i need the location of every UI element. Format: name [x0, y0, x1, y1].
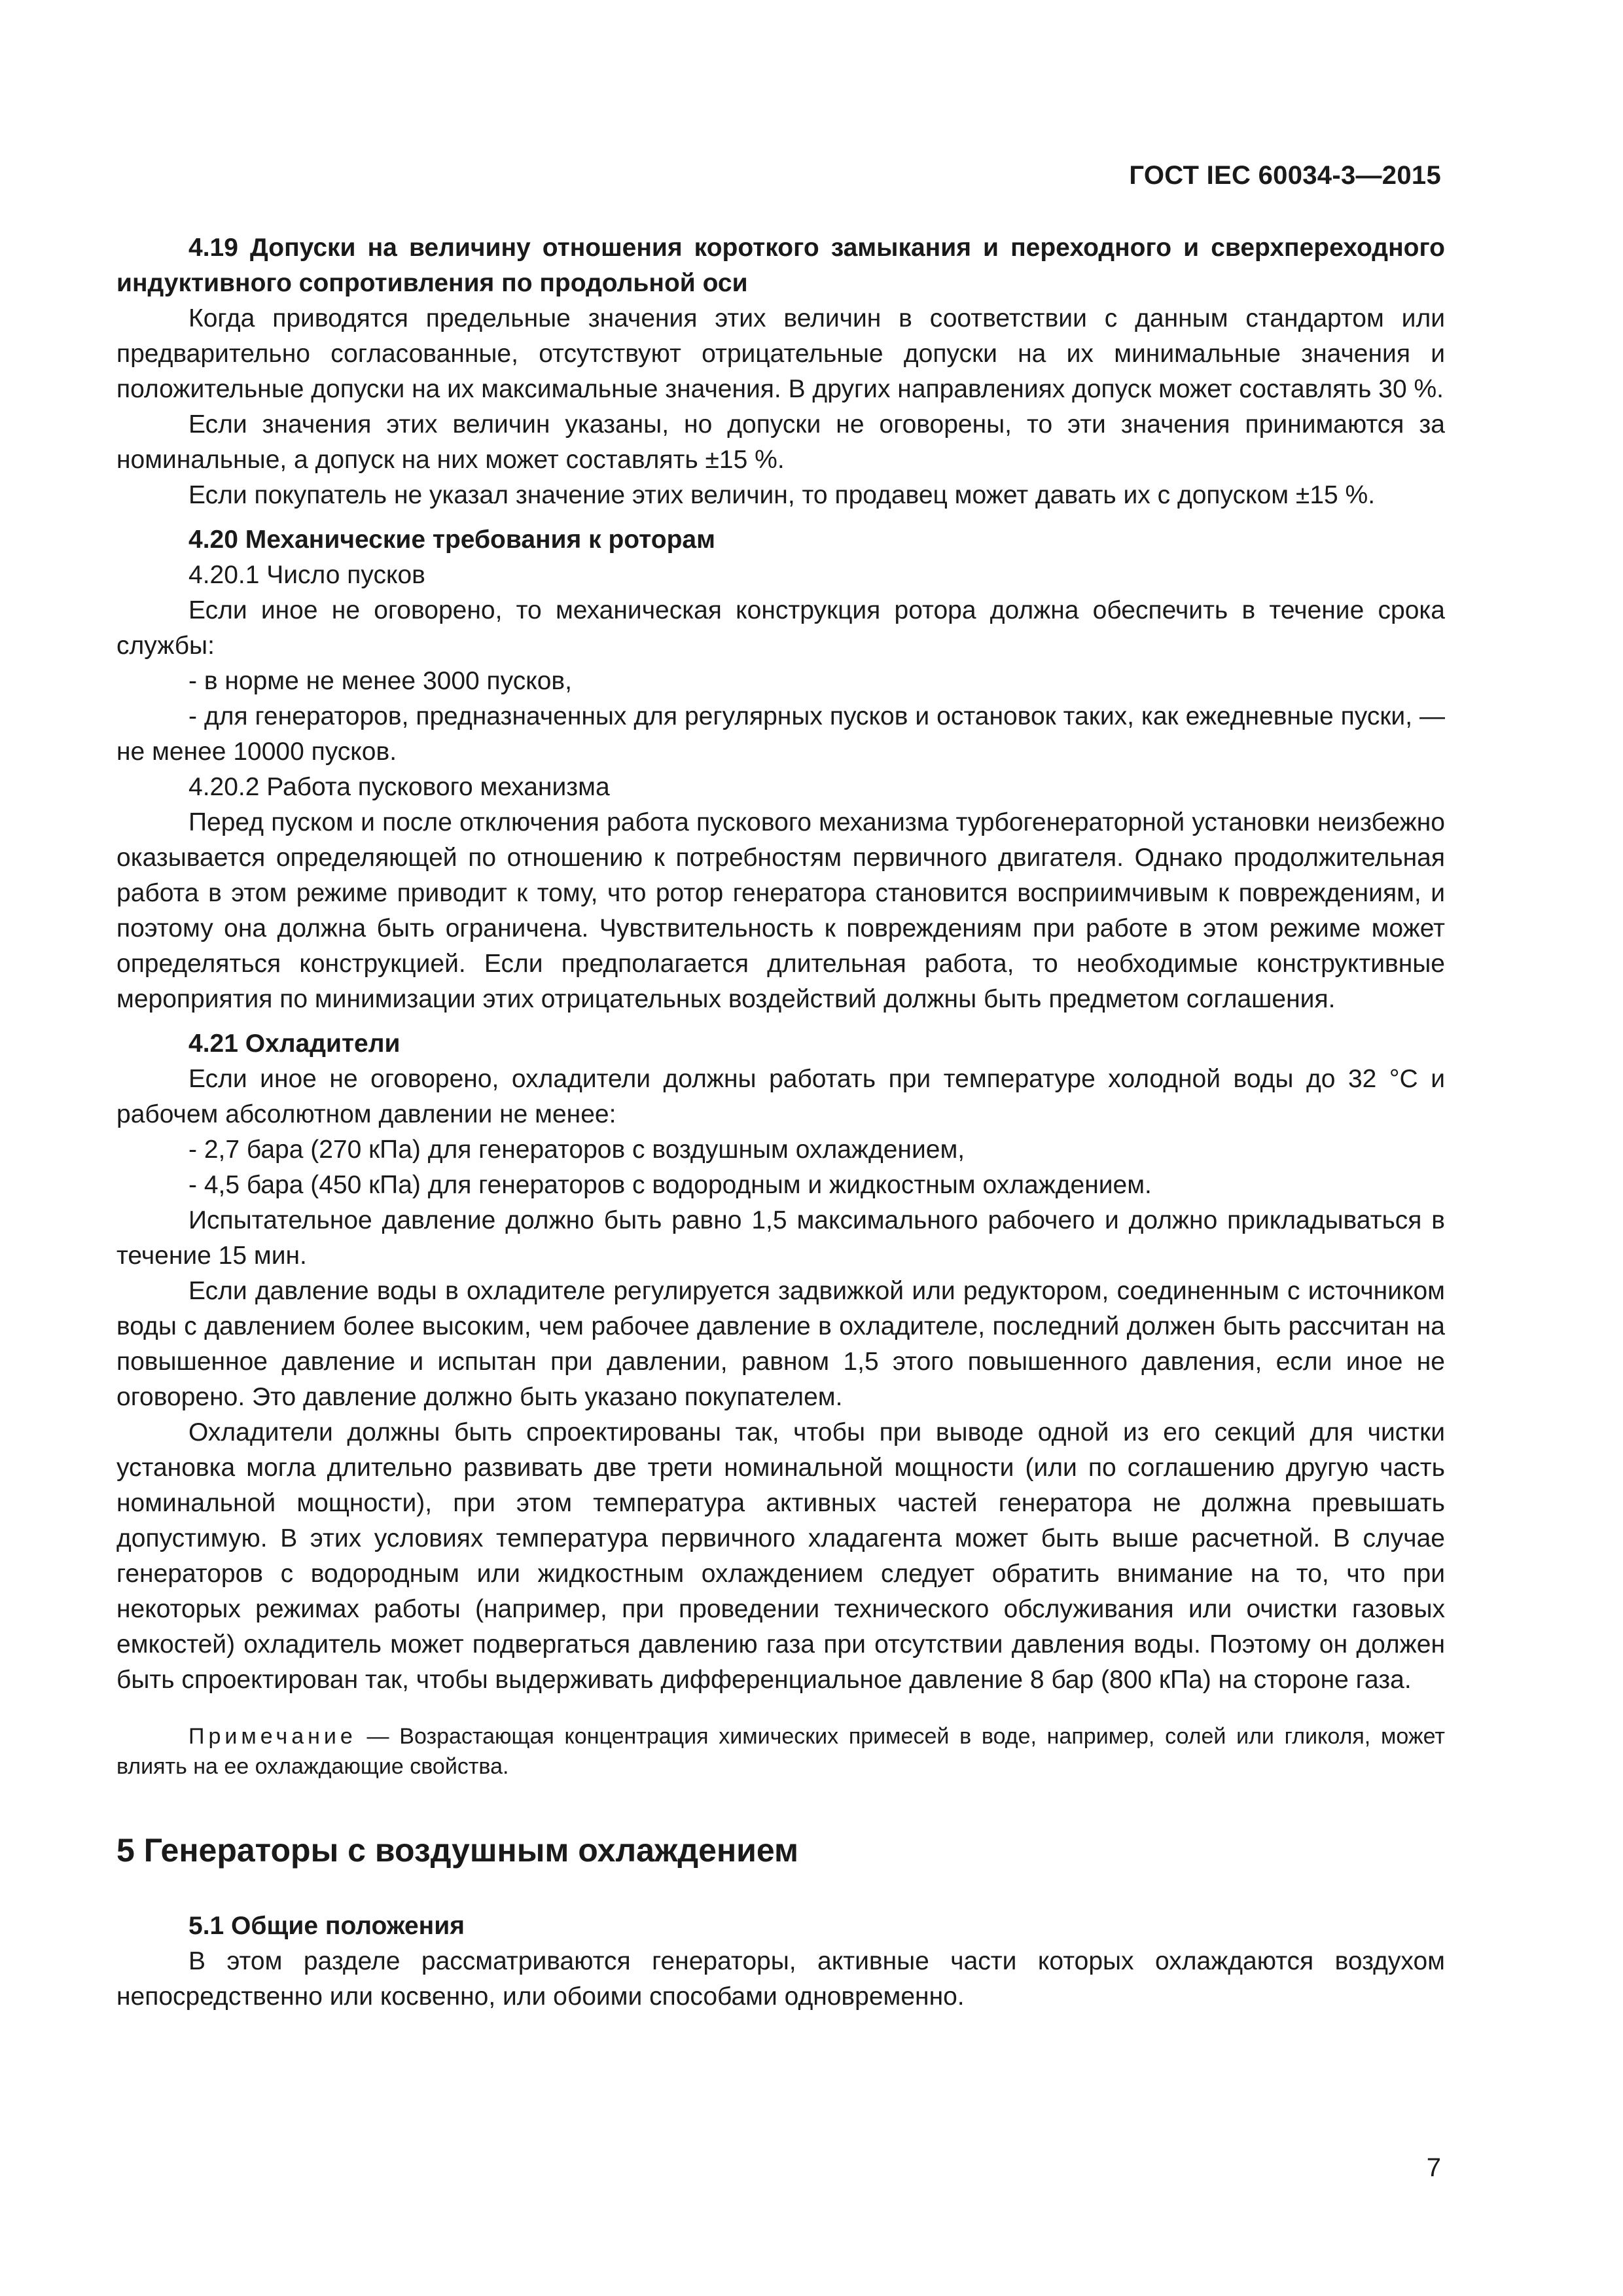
- section-5-1-paragraph: В этом разделе рассматриваются генераторы, активные части которых охлаждаются воздухом непосредственно или косвенно, или обоими способами одновременно.: [116, 1947, 1445, 2011]
- section-4-21-paragraph-3: Если давление воды в охладителе регулируется задвижкой или редуктором, соединенным с источником воды с давлением более высоким, чем рабочее давление в охладителе, последний должен быть рассчитан на повышенное давление и испытан при давлении, равном 1,5 этого повышенного давления, если иное не оговорено. Это давление должно быть указано покупателем.: [116, 1277, 1445, 1411]
- section-4-21-paragraph-2: Испытательное давление должно быть равно 1,5 максимального рабочего и должно прикладываться в течение 15 мин.: [116, 1206, 1445, 1270]
- subsection-4-20-1-paragraph: Если иное не оговорено, то механическая конструкция ротора должна обеспечить в течение срока службы:: [116, 596, 1445, 660]
- section-4-19-paragraph-2: Если значения этих величин указаны, но допуски не оговорены, то эти значения принимаются за номинальные, а допуск на них может составлять ±15 %.: [116, 410, 1445, 474]
- list-item: - в норме не менее 3000 пусков,: [188, 667, 572, 695]
- list-item: - для генераторов, предназначенных для регулярных пусков и остановок таких, как ежедневные пуски, — не менее 10000 пусков.: [116, 702, 1445, 766]
- section-4-21-paragraph-1: Если иное не оговорено, охладители должны работать при температуре холодной воды до 32 °С и рабочем абсолютном давлении не менее:: [116, 1065, 1445, 1128]
- note-label: Примечание: [188, 1724, 357, 1749]
- subsection-4-20-2-paragraph: Перед пуском и после отключения работа пускового механизма турбогенераторной установки неизбежно оказывается определяющей по отношению к потребностям первичного двигателя. Однако продолжительная работа в этом режиме приводит к тому, что ротор генератора становится восприимчивым к повреждениям, и поэтому она должна быть ограничена. Чувствительность к повреждениям при работе в этом режиме может определяться конструкцией. Если предполагается длительная работа, то необходимые конструктивные мероприятия по минимизации этих отрицательных воздействий должны быть предметом соглашения.: [116, 808, 1445, 1013]
- section-4-20-heading: 4.20 Механические требования к роторам: [188, 526, 715, 554]
- page-number: 7: [1426, 2153, 1441, 2182]
- list-item: - 4,5 бара (450 кПа) для генераторов с водородным и жидкостным охлаждением.: [188, 1171, 1152, 1199]
- section-5-1-heading: 5.1 Общие положения: [188, 1912, 465, 1940]
- note-paragraph: [116, 1721, 1445, 1782]
- subsection-4-20-2-title: 4.20.2 Работа пускового механизма: [188, 773, 610, 801]
- section-4-19-paragraph-3: Если покупатель не указал значение этих величин, то продавец может давать их с допуском ±15 %.: [188, 481, 1376, 509]
- section-4-19-heading: 4.19 Допуски на величину отношения короткого замыкания и переходного и сверхпереходного индуктивного сопротивления по продольной оси: [116, 234, 1445, 297]
- chapter-5-heading: 5 Генераторы с воздушным охлаждением: [116, 1832, 799, 1869]
- section-4-21-heading: 4.21 Охладители: [188, 1030, 401, 1058]
- section-4-19-paragraph-1: Когда приводятся предельные значения этих величин в соответствии с данным стандартом или предварительно согласованные, отсутствуют отрицательные допуски на их минимальные значения и положительные допуски на их максимальные значения. В других направлениях допуск может составлять 30 %.: [116, 304, 1445, 403]
- page-content: [116, 230, 1445, 2015]
- document-header-id: ГОСТ IEC 60034-3—2015: [1129, 161, 1441, 190]
- list-item: - 2,7 бара (270 кПа) для генераторов с воздушным охлаждением,: [188, 1136, 965, 1164]
- section-4-21-paragraph-4: Охладители должны быть спроектированы так, чтобы при выводе одной из его секций для чистки установка могла длительно развивать две трети номинальной мощности (или по соглашению другую часть номинальной мощности), при этом температура активных частей генератора не должна превышать допустимую. В этих условиях температура первичного хладагента может быть выше расчетной. В случае генераторов с водородным или жидкостным охлаждением следует обратить внимание на то, что при некоторых режимах работы (например, при проведении технического обслуживания или очистки газовых емкостей) охладитель может подвергаться давлению газа при отсутствии давления воды. Поэтому он должен быть спроектирован так, чтобы выдерживать дифференциальное давление 8 бар (800 кПа) на стороне газа.: [116, 1418, 1445, 1694]
- note-text: — Возрастающая концентрация химических примесей в воде, например, солей или гликоля, может влиять на ее охлаждающие свойства.: [116, 1724, 1445, 1779]
- subsection-4-20-1-title: 4.20.1 Число пусков: [188, 561, 425, 589]
